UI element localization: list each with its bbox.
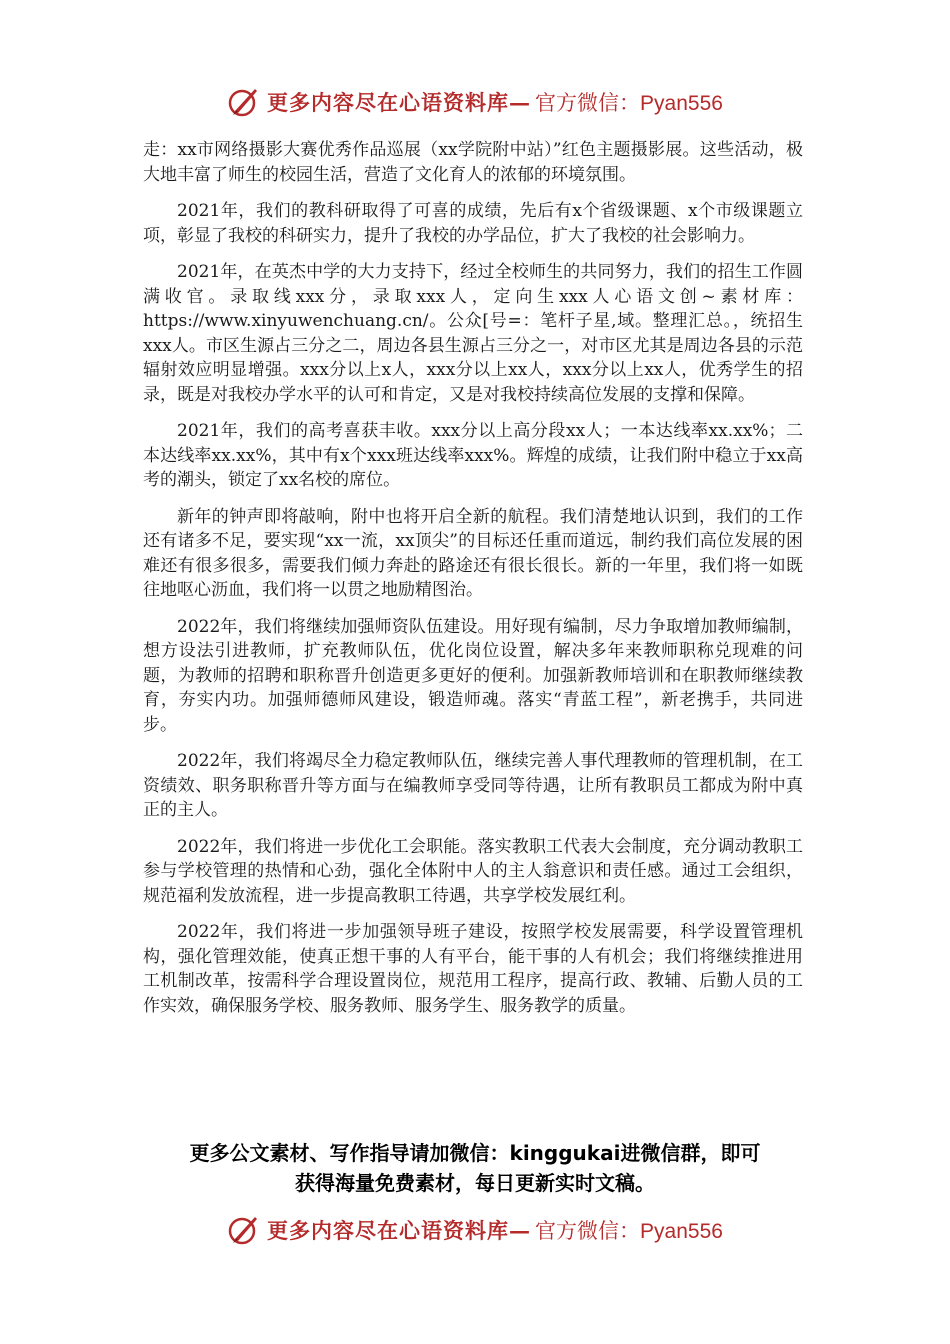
paragraph: 2022年，我们将继续加强师资队伍建设。用好现有编制，尽力争取增加教师编制，想方设法引进教师，扩充教师队伍，优化岗位设置，解决多年来教师职称兑现难的问题，为教师的招聘和职称晋升创造更多更好的便利。加强新教师培训和在职教师继续教育，夯实内功。加强师德师风建设，锻造师魂。落实“青蓝工程”，新老携手，共同进步。 [143,616,803,735]
paragraph: 2021年，在英杰中学的大力支持下，经过全校师生的共同努力，我们的招生工作圆满收官。录取线xxx分，录取xxx人，定向生xxx人心语文创~素材库：https://www.xinyuwenchuang.cn/。公众[号=：笔杆子星,域。整理汇总。，统招生xxx人。市区生源占三分之二，周边各县生源占三分之一，对市区尤其是周边各县的示范辐射效应明显增强。xxx分以上x人，xxx分以上xx人，xxx分以上xx人，优秀学生的招录，既是对我校办学水平的认可和肯定，又是对我校持续高位发展的支撑和保障。 [143,262,803,405]
paragraph: 2022年，我们将进一步优化工会职能。落实教职工代表大会制度，充分调动教职工参与学校管理的热情和心劲，强化全体附中人的主人翁意识和责任感。通过工会组织，规范福利发放流程，进一步提高教职工待遇，共享学校发展红利。 [143,836,803,906]
paragraph: 2021年，我们的高考喜获丰收。xxx分以上高分段xx人；一本达线率xx.xx%；二本达线率xx.xx%，其中有x个xxx班达线率xxx%。辉煌的成绩，让我们附中稳立于xx高考的潮头，锁定了xx名校的席位。 [143,421,803,490]
promo-line-1: 更多公文素材、写作指导请加微信：kinggukai进微信群，即可 [189,1141,761,1165]
promo-notice [130,1138,820,1198]
paragraph: 走：xx市网络摄影大赛优秀作品巡展（xx学院附中站）”红色主题摄影展。这些活动，极大地丰富了师生的校园生活，营造了文化育人的浓郁的环境氛围。 [143,140,803,185]
footer-wechat-text: 官方微信：Pyan556 [535,1220,723,1243]
document-body [143,138,803,1030]
promo-line-2: 获得海量免费素材，每日更新实时文稿。 [295,1171,655,1195]
quill-pen-logo-icon [227,85,261,119]
paragraph: 2022年，我们将竭尽全力稳定教师队伍，继续完善人事代理教师的管理机制，在工资绩效、职务职称晋升等方面与在编教师享受同等待遇，让所有教职员工都成为附中真正的主人。 [143,751,803,820]
paragraph: 新年的钟声即将敲响，附中也将开启全新的航程。我们清楚地认识到，我们的工作还有诸多不足，要实现“xx一流，xx顶尖”的目标还任重而道远，制约我们高位发展的困难还有很多很多，需要我们倾力奔赴的路途还有很长很长。新的一年里，我们将一如既往地呕心沥血，我们将一以贯之地励精图治。 [143,506,803,600]
header-banner [0,82,950,122]
quill-pen-logo-icon [227,1213,261,1247]
header-wechat-text: 官方微信：Pyan556 [535,92,723,115]
paragraph: 2021年，我们的教科研取得了可喜的成绩，先后有x个省级课题、x个市级课题立项，彰显了我校的科研实力，提升了我校的办学品位，扩大了我校的社会影响力。 [143,201,803,246]
footer-brand-text: 更多内容尽在心语资料库— [267,1218,532,1243]
header-brand-text: 更多内容尽在心语资料库— [267,90,532,115]
paragraph: 2022年，我们将进一步加强领导班子建设，按照学校发展需要，科学设置管理机构，强化管理效能，使真正想干事的人有平台，能干事的人有机会；我们将继续推进用工机制改革，按需科学合理设置岗位，规范用工程序，提高行政、教辅、后勤人员的工作实效，确保服务学校、服务教师、服务学生、服务教学的质量。 [143,922,803,1016]
footer-banner [0,1210,950,1250]
